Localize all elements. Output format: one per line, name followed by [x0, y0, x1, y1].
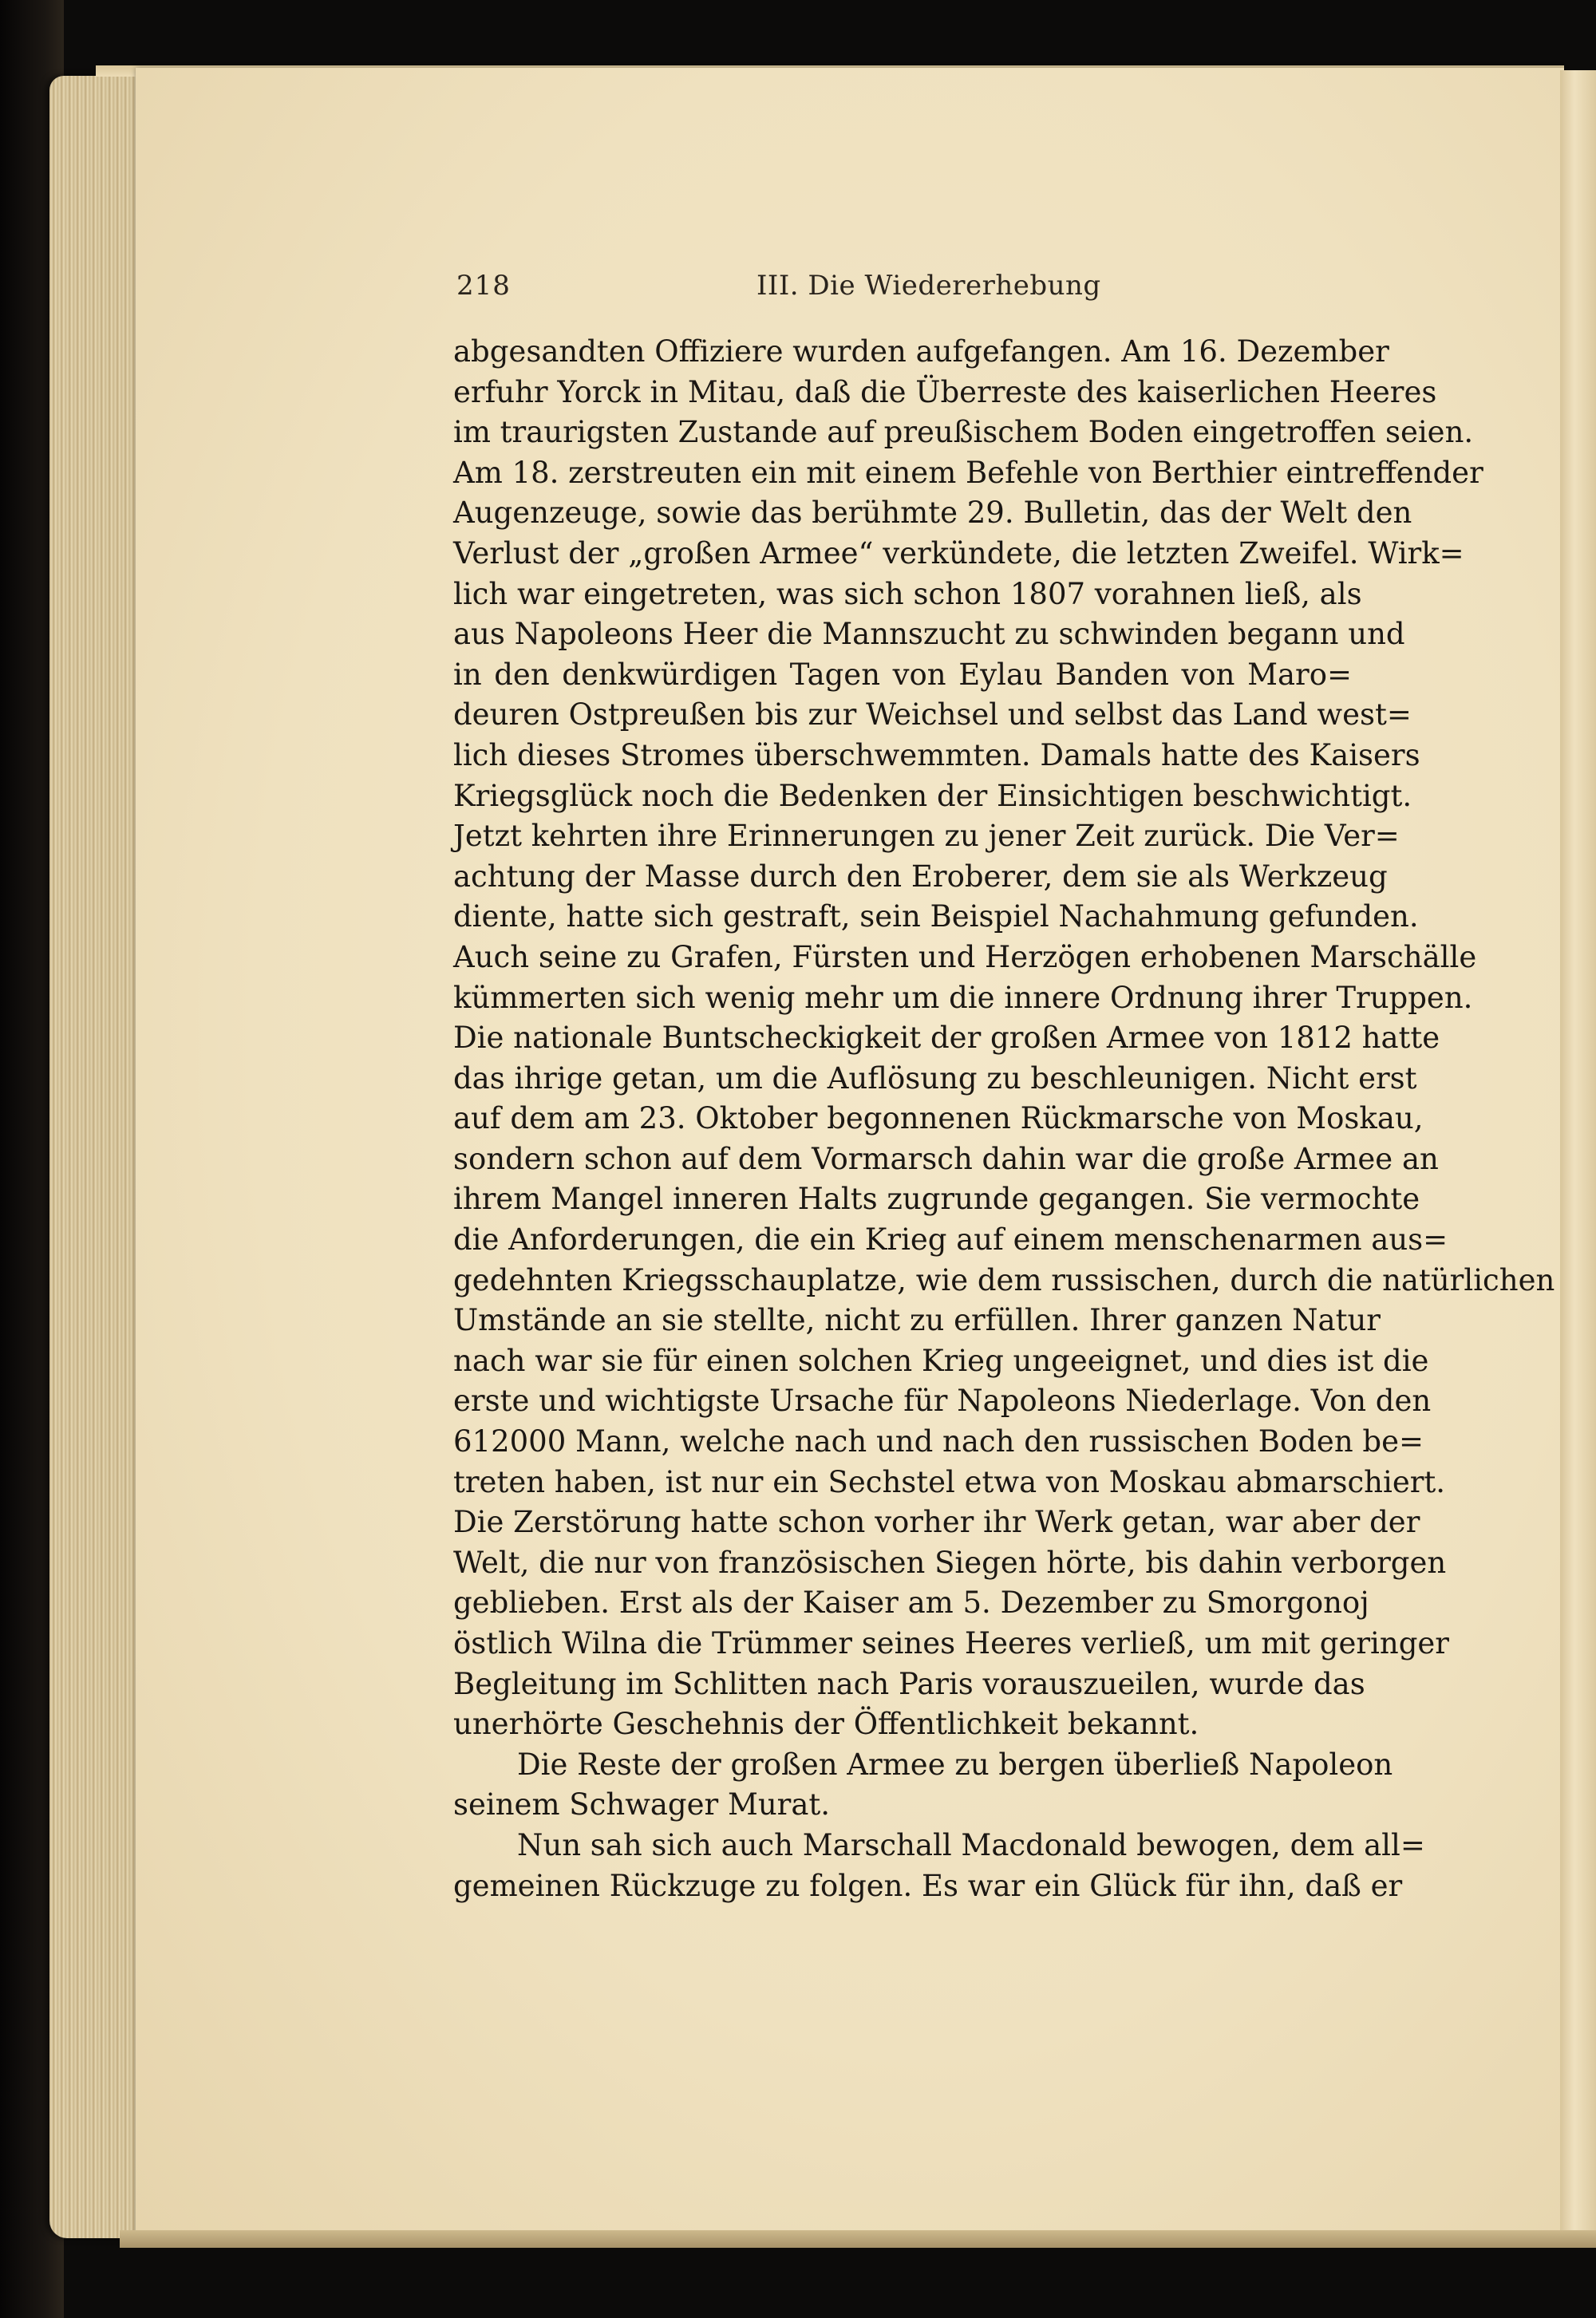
text-line: unerhörte Geschehnis der Öffentlichkeit bekannt.: [453, 1707, 1199, 1742]
running-head: [453, 270, 1352, 310]
text-line: Umstände an sie stellte, nicht zu erfüllen. Ihrer ganzen Natur: [453, 1303, 1381, 1338]
text-line: Die Zerstörung hatte schon vorher ihr Werk getan, war aber der: [453, 1505, 1420, 1540]
text-line: das ihrige getan, um die Auflösung zu beschleunigen. Nicht erst: [453, 1060, 1417, 1096]
text-line: kümmerten sich wenig mehr um die innere Ordnung ihrer Truppen.: [453, 980, 1473, 1015]
text-line: deuren Ostpreußen bis zur Weichsel und selbst das Land west=: [453, 697, 1412, 733]
paragraph: [453, 1745, 1393, 1826]
text-line: in den denkwürdigen Tagen von Eylau Banden von Maro=: [453, 657, 1352, 692]
text-line: lich war eingetreten, was sich schon 1807 vorahnen ließ, als: [453, 576, 1362, 611]
text-line: Verlust der „großen Armee“ verkündete, die letzten Zweifel. Wirk=: [453, 535, 1464, 571]
text-line: Begleitung im Schlitten nach Paris vorauszueilen, wurde das: [453, 1666, 1365, 1701]
text-line: Kriegsglück noch die Bedenken der Einsichtigen beschwichtigt.: [453, 778, 1412, 813]
text-line: ihrem Mangel inneren Halts zugrunde gegangen. Sie vermochte: [453, 1182, 1420, 1217]
text-line: Am 18. zerstreuten ein mit einem Befehle von Berthier eintreffender: [453, 455, 1483, 490]
text-line: treten haben, ist nur ein Sechstel etwa von Moskau abmarschiert.: [453, 1464, 1446, 1499]
page-bottom-edge: [120, 2230, 1596, 2248]
text-line: achtung der Masse durch den Eroberer, dem sie als Werkzeug: [453, 859, 1388, 894]
next-page-gutter: [1560, 70, 1596, 2234]
paragraph: [453, 1826, 1425, 1906]
text-line: diente, hatte sich gestraft, sein Beispiel Nachahmung gefunden.: [453, 899, 1419, 934]
text-block: [453, 270, 1555, 1906]
text-line: Augenzeuge, sowie das berühmte 29. Bulletin, das der Welt den: [453, 496, 1412, 531]
text-line: Welt, die nur von französischen Siegen hörte, bis dahin verborgen: [453, 1545, 1447, 1580]
text-line: erfuhr Yorck in Mitau, daß die Überreste des kaiserlichen Heeres: [453, 374, 1437, 409]
text-line: 612000 Mann, welche nach und nach den russischen Boden be=: [453, 1424, 1424, 1459]
page-number: 218: [456, 270, 511, 302]
text-line: lich dieses Stromes überschwemmten. Damals hatte des Kaisers: [453, 737, 1420, 772]
text-line: Auch seine zu Grafen, Fürsten und Herzögen erhobenen Marschälle: [453, 939, 1477, 974]
text-line: aus Napoleons Heer die Mannszucht zu schwinden begann und: [453, 617, 1405, 652]
text-line: die Anforderungen, die ein Krieg auf einem menschenarmen aus=: [453, 1222, 1448, 1258]
text-line: Jetzt kehrten ihre Erinnerungen zu jener Zeit zurück. Die Ver=: [453, 819, 1400, 854]
text-line: gemeinen Rückzuge zu folgen. Es war ein Glück für ihn, daß er: [453, 1868, 1403, 1903]
text-line: seinem Schwager Murat.: [453, 1787, 831, 1822]
text-line: Nun sah sich auch Marschall Macdonald bewogen, dem all=: [517, 1827, 1425, 1862]
text-line: geblieben. Erst als der Kaiser am 5. Dezember zu Smorgonoj: [453, 1585, 1369, 1621]
text-line: abgesandten Offiziere wurden aufgefangen. Am 16. Dezember: [453, 334, 1389, 369]
text-line: auf dem am 23. Oktober begonnenen Rückmarsche von Moskau,: [453, 1101, 1424, 1136]
text-line: Die Reste der großen Armee zu bergen überließ Napoleon: [517, 1747, 1393, 1782]
text-line: sondern schon auf dem Vormarsch dahin war die große Armee an: [453, 1141, 1439, 1176]
text-line: im traurigsten Zustande auf preußischem Boden eingetroffen seien.: [453, 415, 1474, 450]
text-line: nach war sie für einen solchen Krieg ungeeignet, und dies ist die: [453, 1343, 1429, 1378]
text-line: Die nationale Buntscheckigkeit der großen Armee von 1812 hatte: [453, 1021, 1440, 1056]
paragraph: [453, 332, 1555, 1745]
chapter-title: III. Die Wiedererhebung: [757, 270, 1101, 302]
page-edges: [49, 76, 145, 2238]
text-line: erste und wichtigste Ursache für Napoleons Niederlage. Von den: [453, 1384, 1432, 1419]
text-line: östlich Wilna die Trümmer seines Heeres verließ, um mit geringer: [453, 1626, 1449, 1661]
text-line: gedehnten Kriegsschauplatze, wie dem russischen, durch die natürlichen: [453, 1262, 1555, 1297]
body-text: [453, 332, 1555, 1906]
